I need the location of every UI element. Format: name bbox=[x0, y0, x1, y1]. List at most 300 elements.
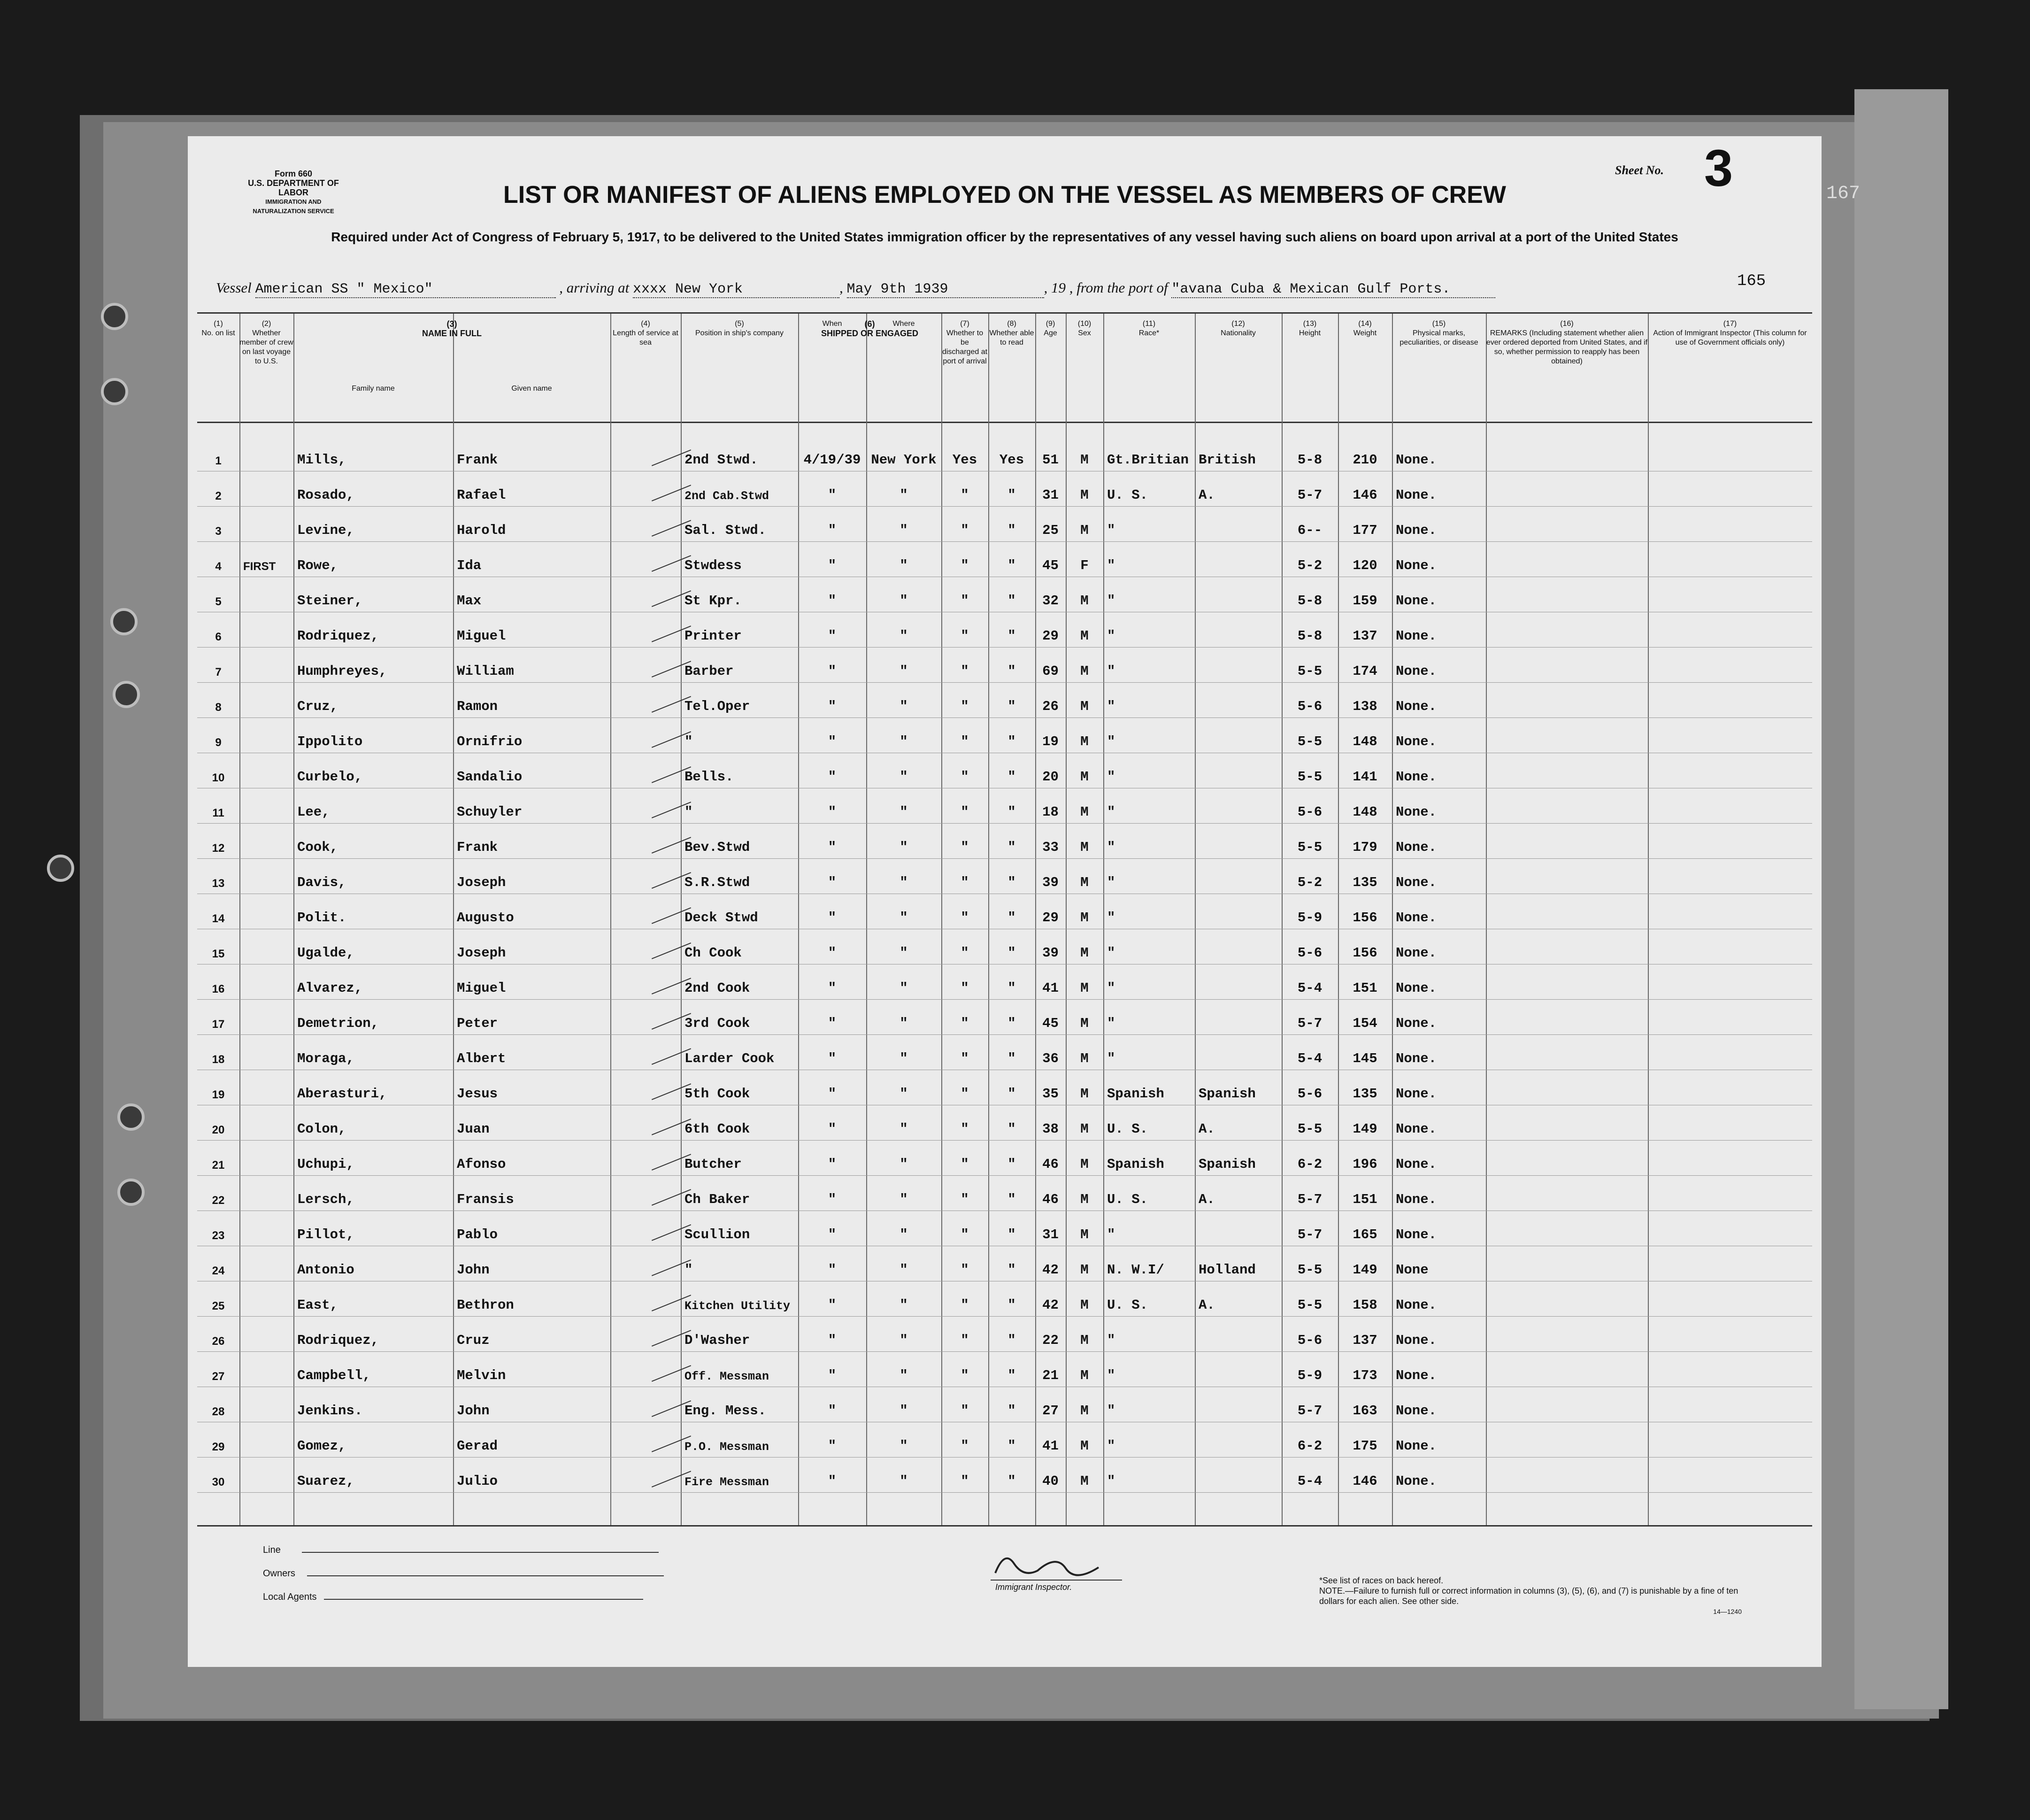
cell-race: " bbox=[1107, 628, 1115, 644]
column-header bbox=[197, 319, 239, 338]
cell-age: 20 bbox=[1042, 769, 1059, 785]
cell-race: " bbox=[1107, 840, 1115, 855]
cell-where: " bbox=[900, 804, 908, 820]
column-header bbox=[1195, 319, 1282, 338]
cell-where: " bbox=[900, 1262, 908, 1278]
table-row bbox=[197, 1422, 1812, 1457]
binder-hole bbox=[101, 378, 128, 405]
cell-when: " bbox=[828, 840, 837, 855]
cell-given: Albert bbox=[457, 1051, 506, 1066]
cell-age: 39 bbox=[1042, 875, 1059, 890]
cell-marks: None. bbox=[1396, 558, 1437, 573]
binder-hole bbox=[113, 681, 140, 708]
cell-where: " bbox=[900, 840, 908, 855]
cell-age: 39 bbox=[1042, 945, 1059, 961]
column-number: (13) bbox=[1303, 320, 1317, 328]
cell-given: Melvin bbox=[457, 1368, 506, 1383]
cell-sex: M bbox=[1080, 875, 1089, 890]
line-label: Line bbox=[263, 1545, 281, 1555]
cell-age: 51 bbox=[1042, 452, 1059, 468]
cell-when: " bbox=[828, 1086, 837, 1102]
manifest-page bbox=[188, 136, 1861, 1667]
cell-weight: 159 bbox=[1353, 593, 1377, 609]
cell-discharged: " bbox=[961, 1438, 969, 1454]
cell-race: " bbox=[1107, 1227, 1115, 1242]
cell-race: Spanish bbox=[1107, 1086, 1164, 1102]
cell-read: " bbox=[1007, 1403, 1016, 1419]
column-number: (14) bbox=[1358, 320, 1372, 328]
cell-marks: None. bbox=[1396, 1227, 1437, 1242]
cell-sex: M bbox=[1080, 487, 1089, 503]
cell-discharged: " bbox=[961, 734, 969, 749]
cell-age: 46 bbox=[1042, 1192, 1059, 1207]
cell-position: Kitchen Utility bbox=[684, 1299, 791, 1313]
cell-when: " bbox=[828, 769, 837, 785]
cell-height: 5-5 bbox=[1297, 1262, 1323, 1278]
cell-discharged: " bbox=[961, 699, 969, 714]
cell-marks: None. bbox=[1396, 1403, 1437, 1419]
cell-given: Joseph bbox=[457, 945, 506, 961]
cell-family: Humphreyes, bbox=[297, 663, 387, 679]
cell-marks: None. bbox=[1396, 487, 1437, 503]
table-row bbox=[197, 1070, 1812, 1104]
cell-position: D'Washer bbox=[684, 1333, 750, 1348]
cell-height: 5-5 bbox=[1297, 840, 1323, 855]
cell-discharged: " bbox=[961, 1192, 969, 1207]
cell-read: Yes bbox=[999, 452, 1024, 468]
column-label: Nationality bbox=[1221, 329, 1256, 337]
column-label: NAME IN FULL bbox=[422, 329, 482, 338]
column-group-header bbox=[798, 319, 941, 338]
cell-family: Rodriquez, bbox=[297, 628, 379, 644]
cell-family: Ugalde, bbox=[297, 945, 354, 961]
cell-nationality: A. bbox=[1199, 487, 1215, 503]
cell-position: Printer bbox=[684, 628, 742, 644]
cell-marks: None. bbox=[1396, 840, 1437, 855]
cell-age: 41 bbox=[1042, 1438, 1059, 1454]
cell-age: 29 bbox=[1042, 910, 1059, 925]
cell-discharged: " bbox=[961, 769, 969, 785]
cell-where: " bbox=[900, 1051, 908, 1066]
cell-prev: FIRST bbox=[243, 560, 276, 573]
column-label: Given name bbox=[511, 385, 552, 393]
cell-weight: 135 bbox=[1353, 1086, 1377, 1102]
cell-sex: M bbox=[1080, 1227, 1089, 1242]
column-number: (17) bbox=[1723, 320, 1737, 328]
cell-family: Antonio bbox=[297, 1262, 354, 1278]
cell-when: " bbox=[828, 1227, 837, 1242]
owners-field bbox=[307, 1575, 664, 1576]
cell-weight: 158 bbox=[1353, 1297, 1377, 1313]
cell-where: " bbox=[900, 1121, 908, 1137]
column-number: (6) bbox=[864, 319, 875, 329]
cell-discharged: " bbox=[961, 1157, 969, 1172]
cell-family: Curbelo, bbox=[297, 769, 363, 785]
cell-when: " bbox=[828, 1051, 837, 1066]
cell-no: 26 bbox=[212, 1335, 225, 1348]
back-sheet-edge bbox=[1854, 89, 1948, 1709]
cell-sex: M bbox=[1080, 1297, 1089, 1313]
column-label: Age bbox=[1044, 329, 1057, 337]
cell-given: Afonso bbox=[457, 1157, 506, 1172]
cell-nationality: A. bbox=[1199, 1121, 1215, 1137]
cell-marks: None. bbox=[1396, 1192, 1437, 1207]
cell-no: 7 bbox=[215, 666, 222, 679]
cell-read: " bbox=[1007, 699, 1016, 714]
row-rule bbox=[197, 1492, 1812, 1493]
cell-given: Miguel bbox=[457, 628, 506, 644]
cell-race: U. S. bbox=[1107, 1192, 1148, 1207]
table-row bbox=[197, 436, 1812, 470]
cell-marks: None. bbox=[1396, 452, 1437, 468]
column-number: (2) bbox=[261, 320, 271, 328]
cell-given: Max bbox=[457, 593, 482, 609]
cell-marks: None. bbox=[1396, 1473, 1437, 1489]
cell-sex: M bbox=[1080, 452, 1089, 468]
cell-position: " bbox=[684, 734, 693, 749]
cell-read: " bbox=[1007, 910, 1016, 925]
cell-race: " bbox=[1107, 1051, 1115, 1066]
column-label: When bbox=[822, 320, 842, 328]
cell-position: 2nd Cook bbox=[684, 980, 750, 996]
cell-nationality: Holland bbox=[1199, 1262, 1256, 1278]
cell-sex: M bbox=[1080, 1192, 1089, 1207]
footnote-races: *See list of races on back hereof. bbox=[1319, 1576, 1444, 1585]
cell-race: " bbox=[1107, 1016, 1115, 1031]
cell-age: 41 bbox=[1042, 980, 1059, 996]
table-row bbox=[197, 682, 1812, 717]
cell-read: " bbox=[1007, 1227, 1016, 1242]
cell-race: " bbox=[1107, 875, 1115, 890]
cell-race: " bbox=[1107, 769, 1115, 785]
cell-weight: 148 bbox=[1353, 734, 1377, 749]
cell-no: 5 bbox=[215, 595, 222, 608]
cell-weight: 151 bbox=[1353, 1192, 1377, 1207]
column-number: (11) bbox=[1142, 320, 1156, 328]
table-row bbox=[197, 823, 1812, 858]
cell-when: " bbox=[828, 1473, 837, 1489]
cell-given: Fransis bbox=[457, 1192, 514, 1207]
table-row bbox=[197, 753, 1812, 787]
cell-height: 5-4 bbox=[1297, 1051, 1323, 1066]
cell-position: Scullion bbox=[684, 1227, 750, 1242]
cell-given: Augusto bbox=[457, 910, 514, 925]
column-label: Weight bbox=[1353, 329, 1377, 337]
cell-where: " bbox=[900, 910, 908, 925]
cell-weight: 154 bbox=[1353, 1016, 1377, 1031]
page-title: LIST OR MANIFEST OF ALIENS EMPLOYED ON THE VESSEL AS MEMBERS OF CREW bbox=[503, 181, 1506, 208]
column-number: (15) bbox=[1432, 320, 1446, 328]
cell-age: 32 bbox=[1042, 593, 1059, 609]
cell-family: Lee, bbox=[297, 804, 330, 820]
cell-no: 4 bbox=[215, 560, 222, 573]
cell-age: 22 bbox=[1042, 1333, 1059, 1348]
cell-race: U. S. bbox=[1107, 1297, 1148, 1313]
footnote bbox=[1319, 1575, 1742, 1617]
cell-position: " bbox=[684, 804, 693, 820]
cell-sex: M bbox=[1080, 523, 1089, 538]
cell-position: 5th Cook bbox=[684, 1086, 750, 1102]
crew-table bbox=[197, 312, 1812, 1527]
column-label: Action of Immigrant Inspector (This column for use of Government officials only) bbox=[1653, 329, 1807, 347]
cell-where: " bbox=[900, 875, 908, 890]
cell-read: " bbox=[1007, 487, 1016, 503]
from-port-value: "avana Cuba & Mexican Gulf Ports. bbox=[1171, 281, 1495, 298]
cell-marks: None. bbox=[1396, 1157, 1437, 1172]
footer-agents bbox=[263, 1592, 643, 1603]
form-line: IMMIGRATION AND NATURALIZATION SERVICE bbox=[253, 198, 334, 215]
cell-when: " bbox=[828, 1157, 837, 1172]
cell-where: " bbox=[900, 1192, 908, 1207]
column-label: Height bbox=[1299, 329, 1321, 337]
cell-marks: None bbox=[1396, 1262, 1429, 1278]
cell-discharged: " bbox=[961, 628, 969, 644]
cell-family: Uchupi, bbox=[297, 1157, 354, 1172]
column-header bbox=[1338, 319, 1392, 338]
cell-nationality: A. bbox=[1199, 1192, 1215, 1207]
cell-where: " bbox=[900, 663, 908, 679]
table-row bbox=[197, 894, 1812, 928]
cell-family: Mills, bbox=[297, 452, 346, 468]
cell-marks: None. bbox=[1396, 663, 1437, 679]
table-row bbox=[197, 858, 1812, 893]
cell-height: 5-5 bbox=[1297, 734, 1323, 749]
column-header bbox=[1282, 319, 1338, 338]
cell-discharged: " bbox=[961, 593, 969, 609]
cell-position: Bells. bbox=[684, 769, 734, 785]
cell-no: 24 bbox=[212, 1265, 225, 1277]
cell-age: 40 bbox=[1042, 1473, 1059, 1489]
year-label: 19 bbox=[1051, 279, 1066, 296]
cell-no: 29 bbox=[212, 1441, 225, 1453]
table-row bbox=[197, 1316, 1812, 1351]
cell-given: Frank bbox=[457, 840, 498, 855]
cell-marks: None. bbox=[1396, 628, 1437, 644]
cell-discharged: " bbox=[961, 1333, 969, 1348]
cell-marks: None. bbox=[1396, 1333, 1437, 1348]
cell-given: Schuyler bbox=[457, 804, 523, 820]
cell-position: Fire Messman bbox=[684, 1475, 769, 1489]
cell-age: 69 bbox=[1042, 663, 1059, 679]
cell-read: " bbox=[1007, 734, 1016, 749]
column-label: Whether member of crew on last voyage to U.S. bbox=[239, 329, 293, 365]
cell-marks: None. bbox=[1396, 1297, 1437, 1313]
column-label: Sex bbox=[1078, 329, 1091, 337]
column-number: (16) bbox=[1560, 320, 1574, 328]
cell-where: " bbox=[900, 1086, 908, 1102]
cell-age: 21 bbox=[1042, 1368, 1059, 1383]
cell-race: " bbox=[1107, 523, 1115, 538]
cell-position: Ch Cook bbox=[684, 945, 742, 961]
cell-where: " bbox=[900, 1473, 908, 1489]
cell-where: " bbox=[900, 980, 908, 996]
cell-race: " bbox=[1107, 1368, 1115, 1383]
cell-age: 36 bbox=[1042, 1051, 1059, 1066]
cell-height: 5-5 bbox=[1297, 663, 1323, 679]
cell-read: " bbox=[1007, 1473, 1016, 1489]
cell-sex: M bbox=[1080, 1051, 1089, 1066]
cell-weight: 196 bbox=[1353, 1157, 1377, 1172]
column-header bbox=[453, 384, 610, 393]
cell-where: " bbox=[900, 1333, 908, 1348]
table-row bbox=[197, 506, 1812, 541]
cell-position: " bbox=[684, 1262, 693, 1278]
cell-marks: None. bbox=[1396, 945, 1437, 961]
cell-when: " bbox=[828, 558, 837, 573]
from-label: , from the port of bbox=[1069, 279, 1168, 296]
binder-hole bbox=[117, 1103, 145, 1131]
cell-read: " bbox=[1007, 523, 1016, 538]
cell-sex: M bbox=[1080, 910, 1089, 925]
cell-sex: F bbox=[1080, 558, 1089, 573]
table-row bbox=[197, 1351, 1812, 1386]
cell-age: 27 bbox=[1042, 1403, 1059, 1419]
column-label: Physical marks, peculiarities, or disease bbox=[1399, 329, 1478, 347]
cell-discharged: " bbox=[961, 840, 969, 855]
cell-marks: None. bbox=[1396, 523, 1437, 538]
cell-when: 4/19/39 bbox=[803, 452, 861, 468]
cell-height: 5-4 bbox=[1297, 1473, 1323, 1489]
cell-where: " bbox=[900, 769, 908, 785]
cell-height: 5-2 bbox=[1297, 558, 1323, 573]
cell-where: " bbox=[900, 558, 908, 573]
cell-read: " bbox=[1007, 1121, 1016, 1137]
cell-read: " bbox=[1007, 1157, 1016, 1172]
cell-height: 6-2 bbox=[1297, 1157, 1323, 1172]
column-number: (1) bbox=[214, 320, 223, 328]
cell-family: Levine, bbox=[297, 523, 354, 538]
vessel-label: Vessel bbox=[216, 279, 252, 296]
column-number: (10) bbox=[1077, 320, 1092, 328]
table-row bbox=[197, 788, 1812, 823]
column-header bbox=[610, 319, 681, 347]
cell-weight: 151 bbox=[1353, 980, 1377, 996]
cell-weight: 149 bbox=[1353, 1262, 1377, 1278]
cell-race: " bbox=[1107, 1473, 1115, 1489]
cell-no: 15 bbox=[212, 948, 225, 960]
cell-when: " bbox=[828, 1016, 837, 1031]
cell-no: 16 bbox=[212, 983, 225, 995]
cell-race: " bbox=[1107, 558, 1115, 573]
table-row bbox=[197, 1246, 1812, 1280]
cell-given: Ramon bbox=[457, 699, 498, 714]
cell-sex: M bbox=[1080, 769, 1089, 785]
column-header bbox=[1066, 319, 1103, 338]
cell-position: S.R.Stwd bbox=[684, 875, 750, 890]
cell-no: 9 bbox=[215, 736, 222, 749]
cell-height: 5-7 bbox=[1297, 1016, 1323, 1031]
cell-race: " bbox=[1107, 945, 1115, 961]
column-label: Family name bbox=[352, 385, 395, 393]
cell-height: 5-6 bbox=[1297, 945, 1323, 961]
table-row bbox=[197, 1105, 1812, 1140]
cell-position: 2nd Cab.Stwd bbox=[684, 489, 769, 503]
cell-read: " bbox=[1007, 1192, 1016, 1207]
table-row bbox=[197, 647, 1812, 682]
column-group-header bbox=[293, 319, 610, 338]
cell-marks: None. bbox=[1396, 1051, 1437, 1066]
cell-sex: M bbox=[1080, 804, 1089, 820]
cell-read: " bbox=[1007, 1368, 1016, 1383]
cell-sex: M bbox=[1080, 840, 1089, 855]
inspector-label: Immigrant Inspector. bbox=[995, 1582, 1072, 1592]
cell-race: Spanish bbox=[1107, 1157, 1164, 1172]
cell-when: " bbox=[828, 804, 837, 820]
cell-read: " bbox=[1007, 1051, 1016, 1066]
cell-marks: None. bbox=[1396, 593, 1437, 609]
sheet-number: 3 bbox=[1704, 139, 1733, 197]
cell-weight: 179 bbox=[1353, 840, 1377, 855]
table-row bbox=[197, 471, 1812, 506]
cell-height: 5-5 bbox=[1297, 1297, 1323, 1313]
cell-where: " bbox=[900, 1403, 908, 1419]
cell-position: St Kpr. bbox=[684, 593, 742, 609]
cell-nationality: British bbox=[1199, 452, 1256, 468]
cell-no: 6 bbox=[215, 631, 222, 643]
cell-discharged: " bbox=[961, 1368, 969, 1383]
cell-given: Pablo bbox=[457, 1227, 498, 1242]
cell-age: 25 bbox=[1042, 523, 1059, 538]
cell-family: Pillot, bbox=[297, 1227, 354, 1242]
cell-age: 31 bbox=[1042, 487, 1059, 503]
cell-where: " bbox=[900, 1368, 908, 1383]
cell-position: 3rd Cook bbox=[684, 1016, 750, 1031]
cell-height: 5-4 bbox=[1297, 980, 1323, 996]
vessel-value: American SS " Mexico" bbox=[255, 281, 556, 298]
cell-nationality: Spanish bbox=[1199, 1157, 1256, 1172]
cell-race: " bbox=[1107, 804, 1115, 820]
cell-family: Alvarez, bbox=[297, 980, 363, 996]
cell-marks: None. bbox=[1396, 1086, 1437, 1102]
table-row bbox=[197, 1140, 1812, 1175]
cell-family: Rosado, bbox=[297, 487, 354, 503]
cell-weight: 146 bbox=[1353, 1473, 1377, 1489]
cell-weight: 177 bbox=[1353, 523, 1377, 538]
cell-family: Colon, bbox=[297, 1121, 346, 1137]
cell-position: 6th Cook bbox=[684, 1121, 750, 1137]
cell-discharged: " bbox=[961, 980, 969, 996]
column-label: Where bbox=[892, 320, 915, 328]
cell-sex: M bbox=[1080, 1086, 1089, 1102]
cell-read: " bbox=[1007, 769, 1016, 785]
cell-sex: M bbox=[1080, 1262, 1089, 1278]
cell-read: " bbox=[1007, 628, 1016, 644]
cell-given: Peter bbox=[457, 1016, 498, 1031]
cell-discharged: " bbox=[961, 558, 969, 573]
cell-family: Ippolito bbox=[297, 734, 363, 749]
cell-no: 28 bbox=[212, 1405, 225, 1418]
form-line: Form 660 bbox=[274, 169, 313, 178]
cell-weight: 137 bbox=[1353, 628, 1377, 644]
cell-family: Steiner, bbox=[297, 593, 363, 609]
footer-line bbox=[263, 1545, 659, 1556]
table-row bbox=[197, 717, 1812, 752]
cell-sex: M bbox=[1080, 1016, 1089, 1031]
column-header bbox=[1648, 319, 1812, 347]
column-label: Whether able to read bbox=[989, 329, 1034, 347]
cell-when: " bbox=[828, 1333, 837, 1348]
cell-age: 42 bbox=[1042, 1297, 1059, 1313]
cell-no: 8 bbox=[215, 701, 222, 714]
cell-race: " bbox=[1107, 1333, 1115, 1348]
column-number: (9) bbox=[1046, 320, 1055, 328]
cell-when: " bbox=[828, 910, 837, 925]
cell-when: " bbox=[828, 1192, 837, 1207]
cell-discharged: Yes bbox=[952, 452, 977, 468]
cell-sex: M bbox=[1080, 1438, 1089, 1454]
cell-discharged: " bbox=[961, 1086, 969, 1102]
cell-height: 5-5 bbox=[1297, 1121, 1323, 1137]
